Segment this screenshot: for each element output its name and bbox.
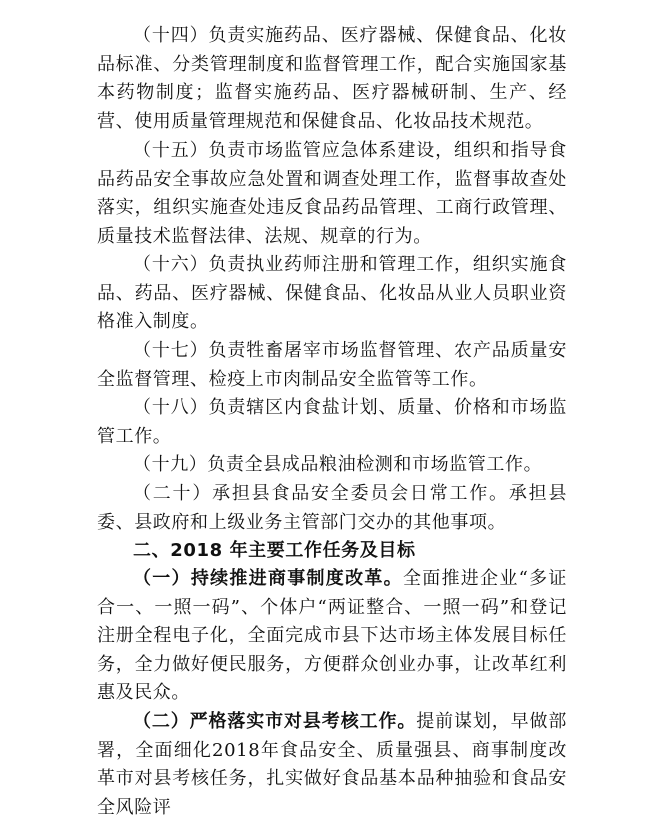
paragraph-18: （十八）负责辖区内食盐计划、质量、价格和市场监管工作。	[97, 397, 567, 447]
paragraph-17: （十七）负责牲畜屠宰市场监督管理、农产品质量安全监督管理、检疫上市肉制品安全监管等工作。	[97, 340, 567, 390]
task-1-lead: （一）持续推进商事制度改革。	[133, 568, 403, 589]
task-2-text: 提前谋划，早做部署，全面细化2018年食品安全、质量强县、商事制度改革市对县考核任务，扎实做好食品基本品种抽验和食品安全风险评	[97, 711, 567, 818]
paragraph-20: （二十）承担县食品安全委员会日常工作。承担县委、县政府和上级业务主管部门交办的其他事项。	[97, 483, 567, 533]
paragraph-16: （十六）负责执业药师注册和管理工作，组织实施食品、药品、医疗器械、保健食品、化妆品从业人员职业资格准入制度。	[97, 254, 567, 333]
task-2-lead: （二）严格落实市对县考核工作。	[133, 711, 417, 732]
paragraph-19: （十九）负责全县成品粮油检测和市场监管工作。	[133, 454, 543, 475]
section-heading: 二、2018 年主要工作任务及目标	[133, 540, 416, 561]
task-paragraph-2	[97, 708, 567, 822]
paragraph-14: （十四）负责实施药品、医疗器械、保健食品、化妆品标准、分类管理制度和监督管理工作，配合实施国家基本药物制度；监督实施药品、医疗器械研制、生产、经营、使用质量管理规范和保健食品、化妆品技术规范。	[97, 25, 567, 132]
task-1-text: 全面推进企业“多证合一、一照一码”、个体户“两证整合、一照一码”和登记注册全程电子化，全面完成市县下达市场主体发展目标任务，全力做好便民服务，方便群众创业办事，让改革红利惠及民众。	[97, 568, 567, 704]
task-paragraph-1	[97, 565, 567, 708]
paragraph-15: （十五）负责市场监管应急体系建设，组织和指导食品药品安全事故应急处置和调查处理工作，监督事故查处落实，组织实施查处违反食品药品管理、工商行政管理、质量技术监督法律、法规、规章的行为。	[97, 140, 567, 247]
